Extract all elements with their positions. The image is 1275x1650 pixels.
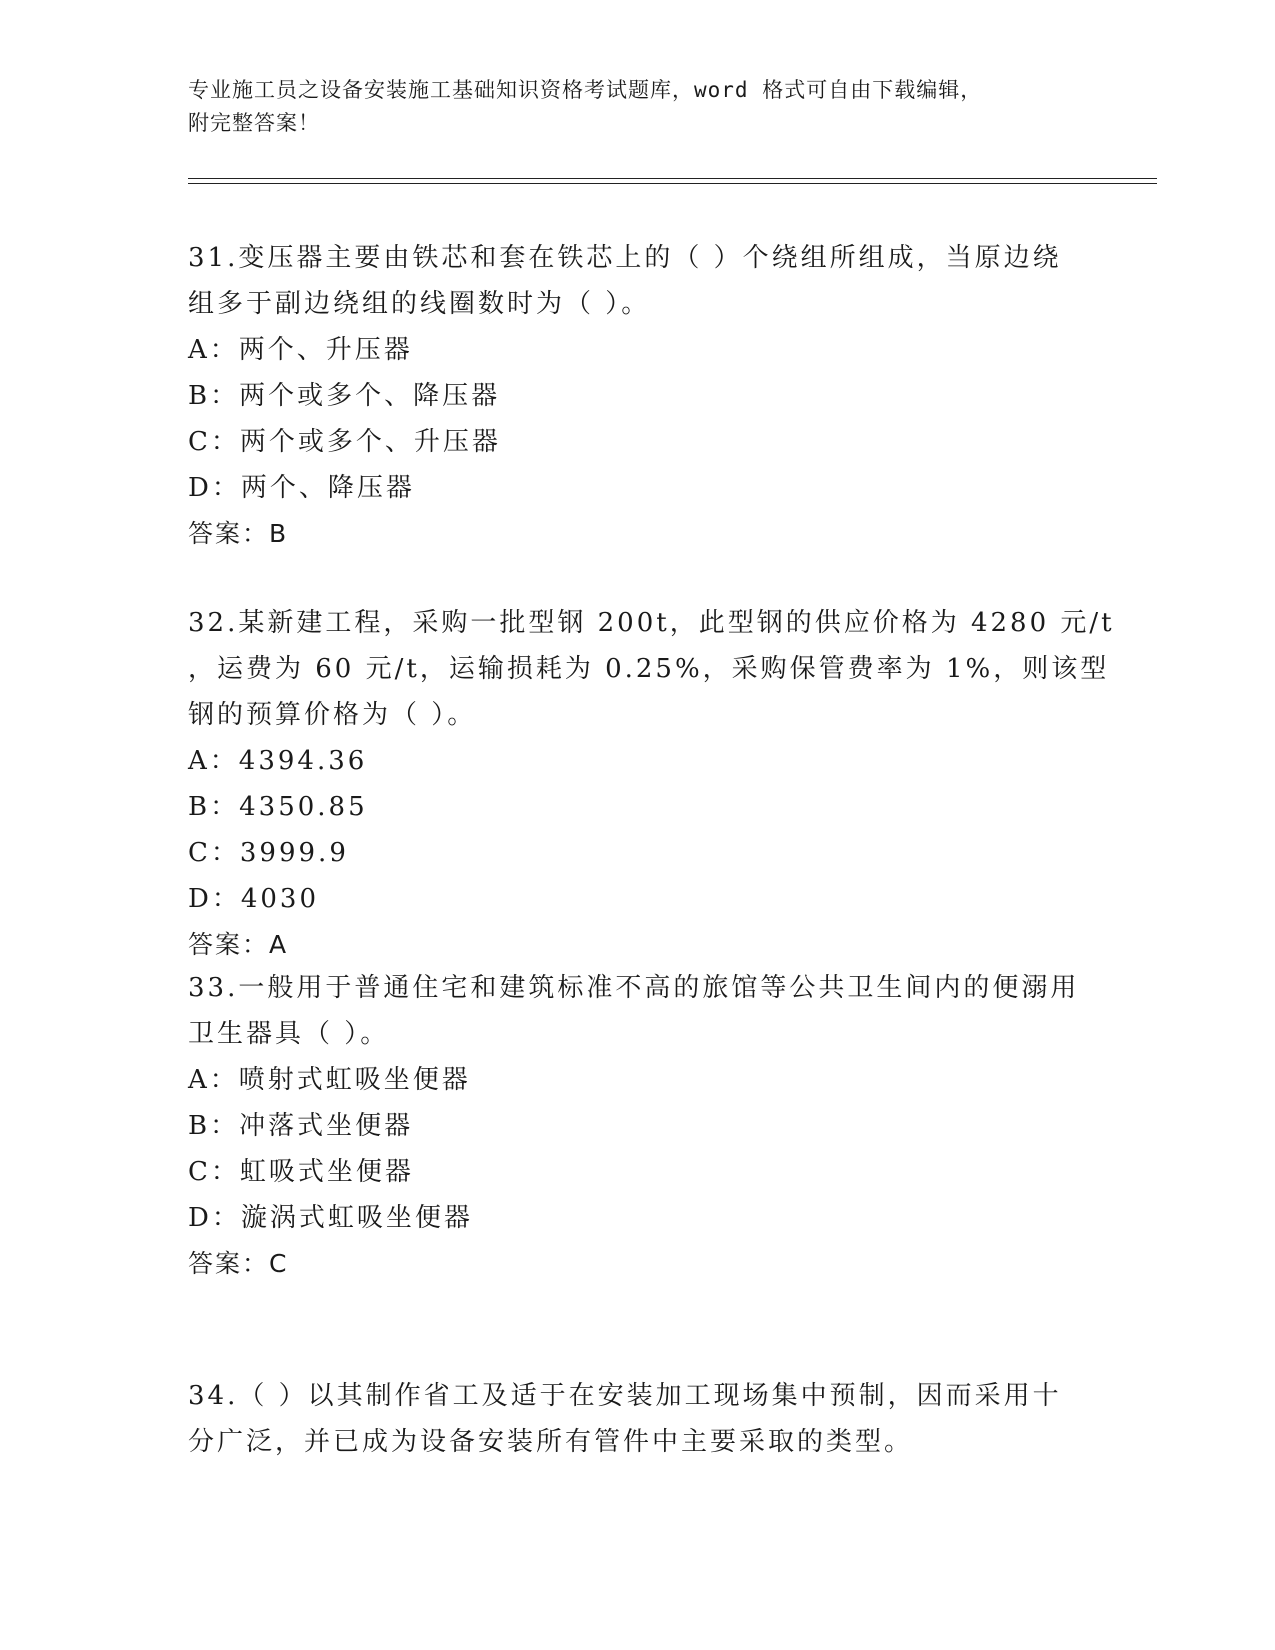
question-stem	[188, 1373, 1088, 1465]
header-divider-bottom	[188, 183, 1157, 184]
question-stem	[188, 235, 1088, 327]
question-31	[188, 235, 1088, 557]
header-line-2: 附完整答案！	[188, 111, 320, 135]
stem-line: 卫生器具（ ）。	[188, 1019, 390, 1049]
question-33	[188, 965, 1088, 1287]
stem-line: 34.（ ）以其制作省工及适于在安装加工现场集中预制，因而采用十	[188, 1381, 1062, 1411]
stem-line: ，运费为 60 元/t，运输损耗为 0.25%，采购保管费率为 1%，则该型	[188, 654, 1110, 684]
question-34	[188, 1373, 1088, 1465]
header-divider-top	[188, 178, 1157, 179]
question-32	[188, 600, 1115, 968]
stem-line: 31.变压器主要由铁芯和套在铁芯上的（ ）个绕组所组成，当原边绕	[188, 243, 1062, 273]
option-b: B：两个或多个、降压器	[188, 381, 501, 411]
stem-line: 分广泛，并已成为设备安装所有管件中主要采取的类型。	[188, 1427, 914, 1457]
option-d: D：漩涡式虹吸坐便器	[188, 1203, 473, 1233]
document-header	[188, 74, 1068, 140]
stem-line: 33.一般用于普通住宅和建筑标准不高的旅馆等公共卫生间内的便溺用	[188, 973, 1080, 1003]
option-d: D：两个、降压器	[188, 473, 415, 503]
option-c: C：两个或多个、升压器	[188, 427, 501, 457]
option-a: A：4394.36	[188, 746, 368, 776]
stem-line: 32.某新建工程，采购一批型钢 200t，此型钢的供应价格为 4280 元/t	[188, 608, 1115, 638]
option-a: A：喷射式虹吸坐便器	[188, 1065, 471, 1095]
header-line-1: 专业施工员之设备安装施工基础知识资格考试题库，word 格式可自由下载编辑，	[188, 78, 983, 102]
option-d: D：4030	[188, 884, 320, 914]
stem-line: 组多于副边绕组的线圈数时为（ ）。	[188, 289, 651, 319]
option-c: C：虹吸式坐便器	[188, 1157, 414, 1187]
answer-line: 答案：C	[188, 1249, 289, 1278]
stem-line: 钢的预算价格为（ ）。	[188, 700, 477, 730]
question-stem	[188, 600, 1115, 738]
option-b: B：冲落式坐便器	[188, 1111, 414, 1141]
answer-line: 答案：A	[188, 930, 289, 959]
answer-line: 答案：B	[188, 519, 289, 548]
option-b: B：4350.85	[188, 792, 368, 822]
option-a: A：两个、升压器	[188, 335, 413, 365]
option-c: C：3999.9	[188, 838, 349, 868]
question-stem	[188, 965, 1088, 1057]
